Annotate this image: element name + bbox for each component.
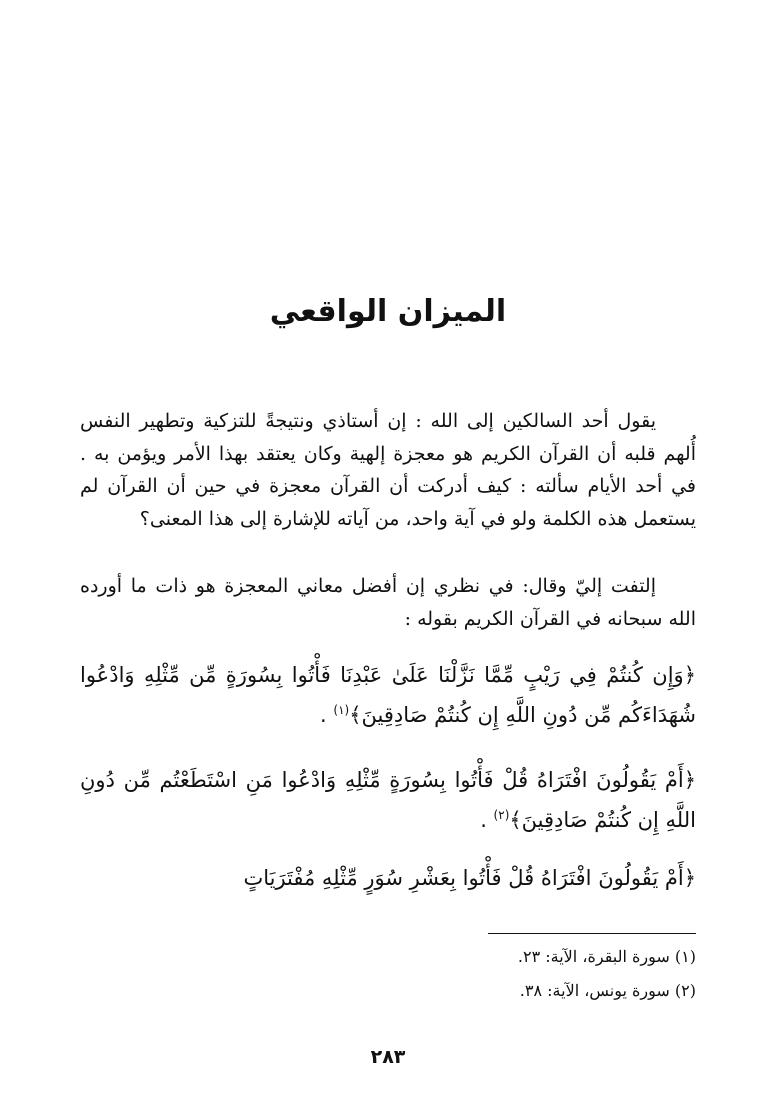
paragraph-1	[80, 405, 696, 535]
quran-verse-1	[80, 655, 696, 735]
paragraph-2	[80, 570, 696, 635]
footnote-mark-1: (١)	[333, 703, 350, 717]
page-title: الميزان الواقعي	[269, 294, 507, 329]
paragraph-1-text: يقول أحد السالكين إلى الله : إن أستاذي ونتيجةً للتزكية وتطهير النفس أُلهم قلبه أن القرآن الكريم هو معجزة إلهية وكان يعتقد بهذا الأمر ويؤمن به . في أحد الأيام سألته : كيف أدركت أن القرآن معجزة في حين أن القرآن لم يستعمل هذه الكلمة ولو في آية واحد، من آياته للإشارة إلى هذا المعنى؟	[80, 410, 696, 530]
quran-verse-3	[80, 858, 696, 898]
verse-1-text: ﴿وَإِن كُنتُمْ فِي رَيْبٍ مِّمَّا نَزَّلْنَا عَلَىٰ عَبْدِنَا فَأْتُوا بِسُورَةٍ مِّن مِّثْلِهِ وَادْعُوا شُهَدَاءَكُم مِّن دُونِ اللَّهِ إِن كُنتُمْ صَادِقِينَ﴾	[80, 663, 696, 727]
footnote-divider	[488, 933, 696, 934]
page-number: ٢٨٣	[370, 1046, 406, 1068]
verse-2-trail: .	[480, 808, 494, 832]
paragraph-2-text: إلتفت إليّ وقال: في نظري إن أفضل معاني المعجزة هو ذات ما أورده الله سبحانه في القرآن الكريم بقوله :	[80, 575, 696, 630]
footnote-mark-2: (٢)	[493, 808, 510, 822]
quran-verse-2	[80, 760, 696, 840]
footnote-1: (١) سورة البقرة، الآية: ٢٣.	[517, 947, 696, 966]
verse-2-text: ﴿أَمْ يَقُولُونَ افْتَرَاهُ قُلْ فَأْتُوا بِسُورَةٍ مِّثْلِهِ وَادْعُوا مَنِ اسْتَطَعْتُم مِّن دُونِ اللَّهِ إِن كُنتُمْ صَادِقِينَ﴾	[80, 768, 696, 832]
verse-3-text: ﴿أَمْ يَقُولُونَ افْتَرَاهُ قُلْ فَأْتُوا بِعَشْرِ سُوَرٍ مِّثْلِهِ مُفْتَرَيَاتٍ	[243, 866, 696, 890]
footnote-2: (٢) سورة يونس، الآية: ٣٨.	[519, 981, 696, 1000]
verse-1-trail: .	[320, 703, 334, 727]
